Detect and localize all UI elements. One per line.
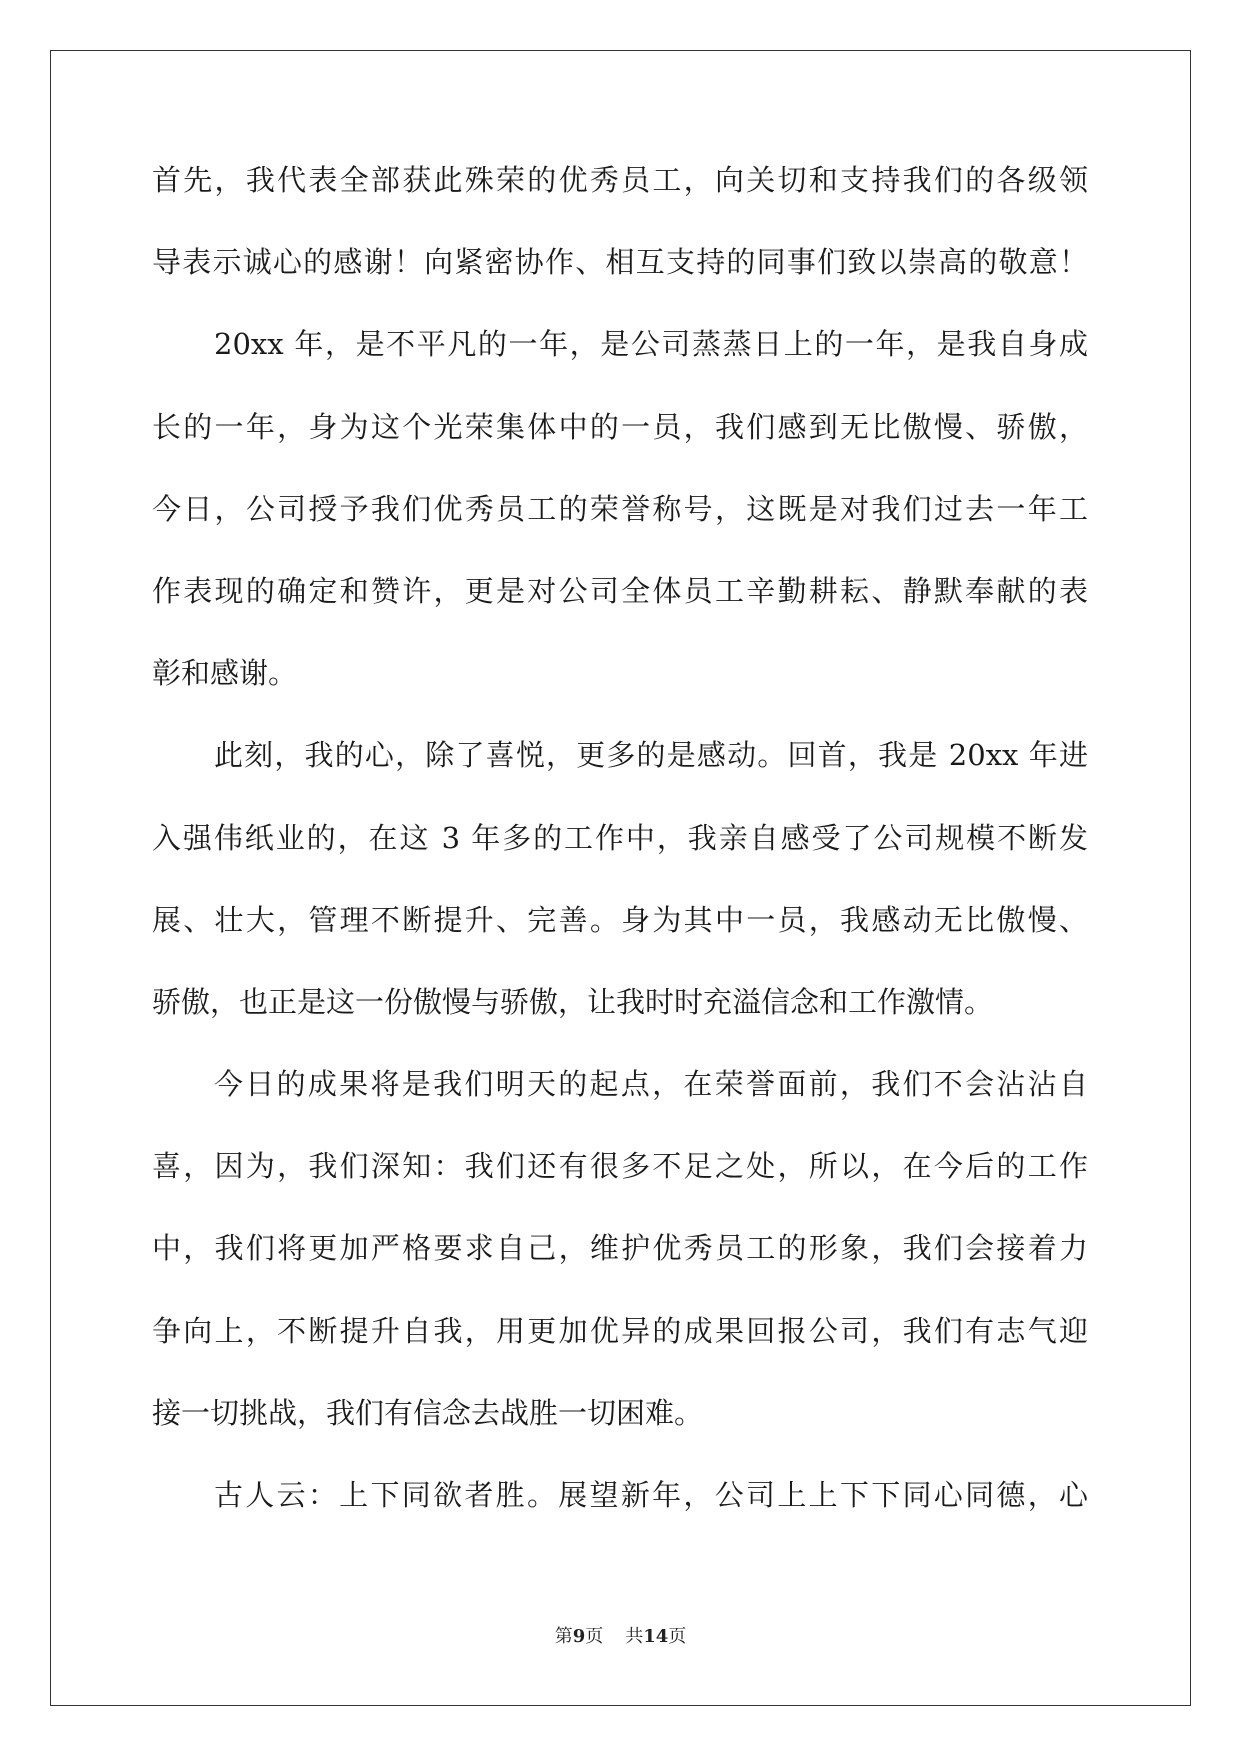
document-body — [152, 160, 1088, 1557]
text-line: 作表现的确定和赞许，更是对公司全体员工辛勤耕耘、静默奉献的表 — [152, 573, 1088, 608]
text-line: 争向上，不断提升自我，用更加优异的成果回报公司，我们有志气迎 — [152, 1313, 1088, 1348]
text-line: 展、壮大，管理不断提升、完善。身为其中一员，我感动无比傲慢、 — [152, 902, 1088, 937]
paragraph-first-line: 20xx 年，是不平凡的一年，是公司蒸蒸日上的一年，是我自身成 — [214, 327, 1088, 362]
text-line: 长的一年，身为这个光荣集体中的一员，我们感到无比傲慢、骄傲， — [152, 409, 1088, 444]
total-pages-number: 14 — [643, 1626, 669, 1647]
paragraph-first-line: 今日的成果将是我们明天的起点，在荣誉面前，我们不会沾沾自 — [214, 1067, 1088, 1102]
text-line: 导表示诚心的感谢！向紧密协作、相互支持的同事们致以崇高的敬意！ — [152, 245, 1088, 280]
text-line: 入强伟纸业的，在这 3 年多的工作中，我亲自感受了公司规模不断发 — [152, 820, 1088, 855]
text-line: 今日，公司授予我们优秀员工的荣誉称号，这既是对我们过去一年工 — [152, 491, 1088, 526]
page-footer — [0, 1625, 1241, 1649]
paragraph-last-line: 彰和感谢。 — [152, 656, 298, 691]
footer-page-suffix: 页 — [585, 1626, 604, 1647]
paragraph-last-line: 接一切挑战，我们有信念去战胜一切困难。 — [152, 1395, 704, 1430]
current-page-number: 9 — [572, 1626, 586, 1647]
paragraph-first-line: 古人云：上下同欲者胜。展望新年，公司上上下下同心同德，心 — [214, 1478, 1088, 1512]
text-line: 首先，我代表全部获此殊荣的优秀员工，向关切和支持我们的各级领 — [152, 163, 1088, 197]
paragraph-first-line: 此刻，我的心，除了喜悦，更多的是感动。回首，我是 20xx 年进 — [214, 738, 1088, 773]
footer-total-prefix: 共 — [625, 1626, 644, 1647]
footer-total-suffix: 页 — [668, 1626, 687, 1647]
text-line: 喜，因为，我们深知：我们还有很多不足之处，所以，在今后的工作 — [152, 1149, 1088, 1184]
paragraph-last-line: 骄傲，也正是这一份傲慢与骄傲，让我时时充溢信念和工作激情。 — [152, 984, 994, 1019]
footer-prefix: 第 — [554, 1626, 573, 1647]
text-line: 中，我们将更加严格要求自己，维护优秀员工的形象，我们会接着力 — [152, 1231, 1088, 1266]
